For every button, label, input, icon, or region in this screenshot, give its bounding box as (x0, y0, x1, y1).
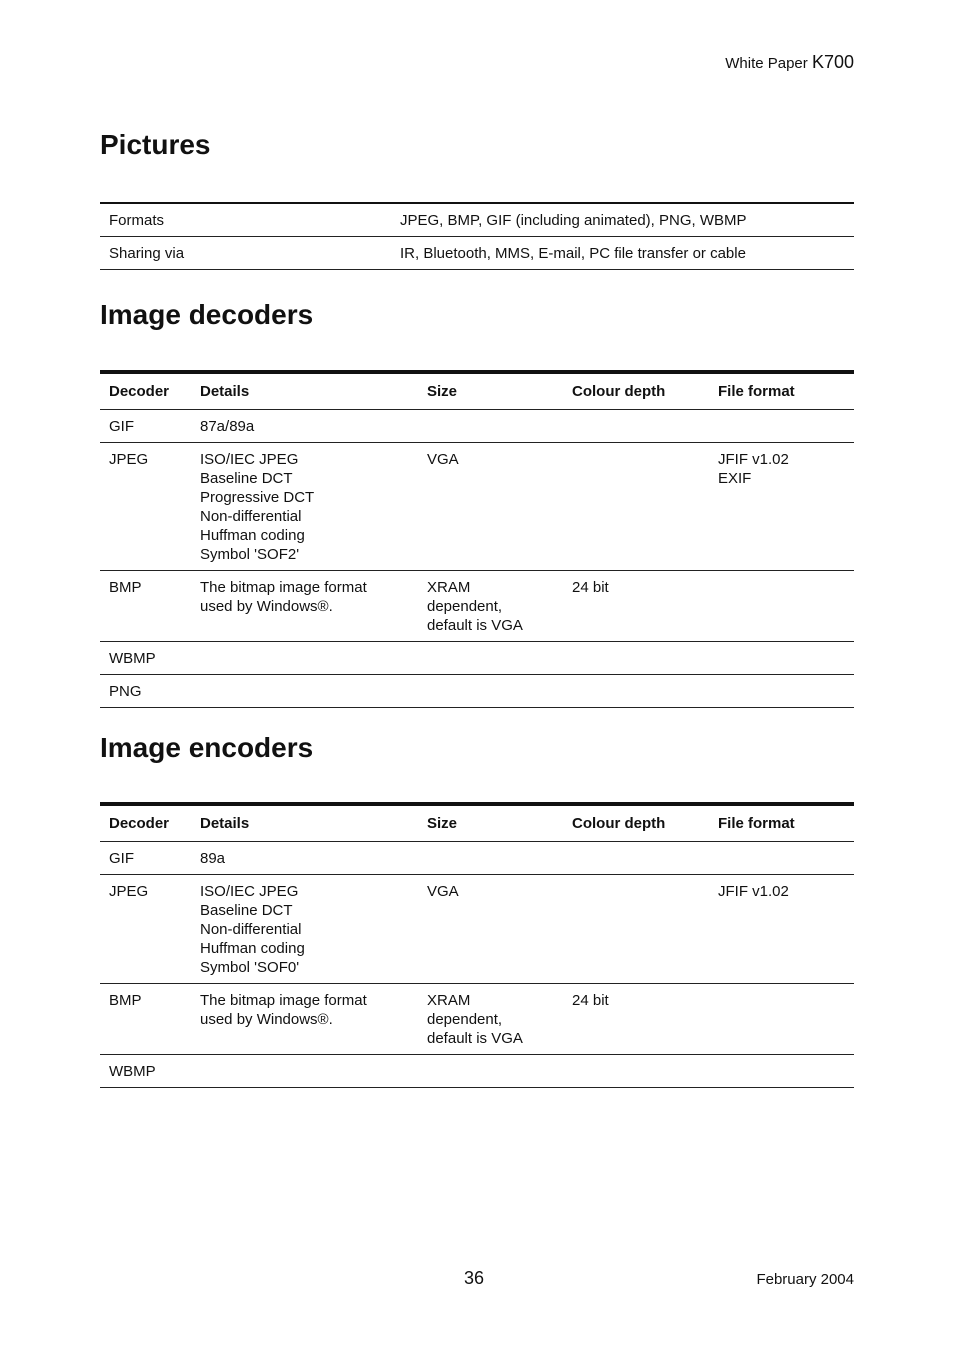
size-cell (418, 571, 563, 642)
spec-value: IR, Bluetooth, MMS, E-mail, PC file transfer or cable (400, 245, 746, 262)
file-format-cell (709, 984, 854, 1055)
page-number: 36 (464, 1268, 485, 1288)
details-cell-line: ISO/IEC JPEG (200, 883, 299, 900)
file-format-cell (709, 675, 854, 708)
details-cell-line: Huffman coding (200, 940, 305, 957)
colour-depth-cell: 24 bit (572, 992, 609, 1009)
file-format-cell (709, 571, 854, 642)
table-row (100, 410, 854, 443)
details-cell-line: used by Windows®. (200, 598, 333, 615)
details-cell (191, 1055, 418, 1088)
size-cell (418, 875, 563, 984)
table-row (100, 443, 854, 571)
details-cell-line: Non-differential (200, 921, 302, 938)
colour-depth-cell (563, 842, 709, 875)
column-header: Details (200, 815, 250, 832)
decoder-cell: WBMP (109, 650, 156, 667)
size-cell-line: default is VGA (427, 1030, 523, 1047)
colour-depth-cell: 24 bit (572, 579, 609, 596)
table-row (100, 842, 854, 875)
details-cell-line: The bitmap image format (200, 579, 367, 596)
decoder-cell: BMP (109, 579, 142, 596)
details-cell (191, 842, 418, 875)
decoder-cell: WBMP (109, 1063, 156, 1080)
column-header: File format (718, 815, 795, 832)
details-cell-line: Non-differential (200, 508, 302, 525)
file-format-cell (709, 642, 854, 675)
decoders-heading: Image decoders (100, 299, 314, 330)
details-cell (191, 410, 418, 443)
decoders-table-body (100, 410, 854, 708)
table-row (100, 1055, 854, 1088)
decoder-cell: GIF (109, 850, 134, 867)
size-cell (418, 410, 563, 443)
colour-depth-cell (563, 675, 709, 708)
encoders-heading: Image encoders (100, 732, 314, 763)
details-cell (191, 875, 418, 984)
details-cell-line: ISO/IEC JPEG (200, 451, 299, 468)
size-cell (418, 443, 563, 571)
size-cell-line: dependent, (427, 1011, 503, 1028)
decoder-cell: GIF (109, 418, 134, 435)
file-format-cell-line: EXIF (718, 470, 752, 487)
details-cell-line: The bitmap image format (200, 992, 367, 1009)
encoders-table (100, 802, 854, 1088)
decoders-table (100, 370, 854, 708)
spec-value: JPEG, BMP, GIF (including animated), PNG, WBMP (400, 212, 747, 229)
details-cell-line: 89a (200, 850, 226, 867)
table-row (100, 571, 854, 642)
column-header: Decoder (109, 383, 170, 400)
colour-depth-cell (563, 1055, 709, 1088)
decoder-cell: PNG (109, 683, 142, 700)
colour-depth-cell (563, 642, 709, 675)
colour-depth-cell (563, 410, 709, 443)
decoder-cell: BMP (109, 992, 142, 1009)
column-header: Colour depth (572, 383, 666, 400)
column-header: Size (427, 383, 458, 400)
size-cell (418, 1055, 563, 1088)
size-cell-line: dependent, (427, 598, 503, 615)
table-row (100, 984, 854, 1055)
details-cell-line: Symbol 'SOF0' (200, 959, 300, 976)
size-cell (418, 984, 563, 1055)
size-cell-line: VGA (427, 451, 459, 468)
table-row (100, 237, 854, 270)
table-row (100, 203, 854, 237)
table-row (100, 875, 854, 984)
table-row (100, 675, 854, 708)
table-row (100, 642, 854, 675)
pictures-heading: Pictures (100, 129, 211, 160)
file-format-cell (709, 842, 854, 875)
size-cell (418, 642, 563, 675)
file-format-cell (709, 443, 854, 571)
size-cell-line: XRAM (427, 992, 471, 1009)
size-cell-line: VGA (427, 883, 459, 900)
details-cell-line: 87a/89a (200, 418, 255, 435)
details-cell (191, 984, 418, 1055)
header-doc-type: White Paper (725, 55, 808, 72)
header-model: K700 (811, 52, 854, 72)
encoders-table-body (100, 842, 854, 1088)
encoders-header-row (100, 804, 854, 842)
column-header: Decoder (109, 815, 170, 832)
footer-date: February 2004 (756, 1271, 854, 1288)
spec-label: Sharing via (109, 245, 185, 262)
column-header: Colour depth (572, 815, 666, 832)
details-cell-line: Baseline DCT (200, 902, 293, 919)
details-cell-line: Baseline DCT (200, 470, 293, 487)
size-cell-line: default is VGA (427, 617, 523, 634)
page-header (725, 52, 854, 73)
size-cell (418, 675, 563, 708)
column-header: Size (427, 815, 458, 832)
details-cell-line: used by Windows®. (200, 1011, 333, 1028)
size-cell (418, 842, 563, 875)
size-cell-line: XRAM (427, 579, 471, 596)
file-format-cell (709, 1055, 854, 1088)
details-cell-line: Symbol 'SOF2' (200, 546, 300, 563)
details-cell (191, 571, 418, 642)
details-cell (191, 675, 418, 708)
decoders-header-row (100, 372, 854, 410)
colour-depth-cell (563, 443, 709, 571)
column-header: File format (718, 383, 795, 400)
file-format-cell-line: JFIF v1.02 (718, 451, 789, 468)
decoder-cell: JPEG (109, 883, 149, 900)
details-cell (191, 443, 418, 571)
file-format-cell (709, 875, 854, 984)
details-cell-line: Huffman coding (200, 527, 305, 544)
file-format-cell (709, 410, 854, 443)
spec-label: Formats (109, 212, 165, 229)
details-cell-line: Progressive DCT (200, 489, 315, 506)
column-header: Details (200, 383, 250, 400)
decoder-cell: JPEG (109, 451, 149, 468)
details-cell (191, 642, 418, 675)
pictures-table-body (100, 203, 854, 270)
file-format-cell-line: JFIF v1.02 (718, 883, 789, 900)
pictures-table (100, 202, 854, 270)
colour-depth-cell (563, 875, 709, 984)
